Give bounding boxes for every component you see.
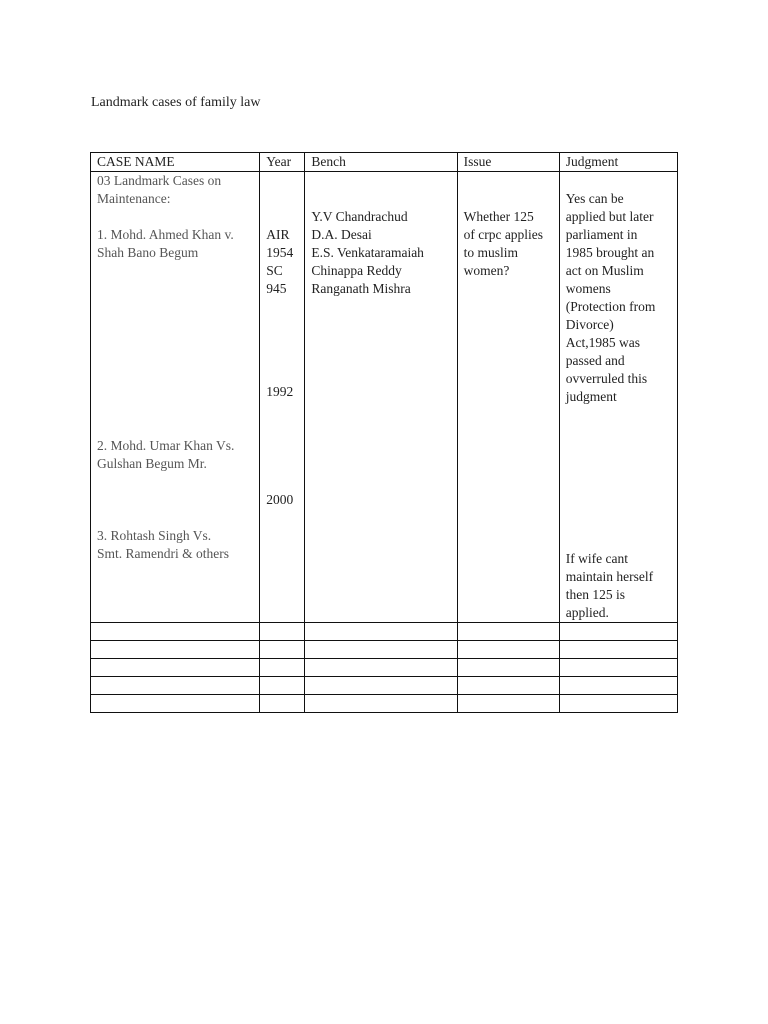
table-header-row (91, 153, 678, 172)
case-3-judgment: If wife cant maintain herself then 125 is applied. (565, 551, 654, 620)
table-row (91, 695, 678, 713)
table-row (91, 172, 678, 623)
bench-judges: Y.V Chandrachud D.A. Desai E.S. Venkataramaiah Chinappa Reddy Ranganath Mishra (311, 209, 424, 296)
case-1-name: 1. Mohd. Ahmed Khan v. Shah Bano Begum (97, 227, 234, 260)
issue-cell (457, 172, 559, 623)
cases-table (90, 152, 678, 713)
case-3-year: 2000 (266, 492, 294, 507)
bench-cell (305, 172, 457, 623)
case-name-cell (91, 172, 260, 623)
table-row (91, 677, 678, 695)
header-year: Year (260, 153, 305, 172)
table-row (91, 623, 678, 641)
header-issue: Issue (457, 153, 559, 172)
table-row (91, 659, 678, 677)
case-3-name: 3. Rohtash Singh Vs. Smt. Ramendri & others (97, 528, 229, 561)
case-2-year: 1992 (266, 384, 294, 399)
header-bench: Bench (305, 153, 457, 172)
case-1-judgment: Yes can be applied but later parliament in 1985 brought an act on Muslim womens (Protection from Divorce) Act,1985 was passed and ovverruled this judgment (565, 191, 656, 404)
year-cell (260, 172, 305, 623)
document-title: Landmark cases of family law (91, 95, 261, 110)
header-judgment: Judgment (559, 153, 677, 172)
header-case-name: CASE NAME (91, 153, 260, 172)
table-row (91, 641, 678, 659)
case-1-year: AIR 1954 SC 945 (266, 227, 294, 296)
issue-text: Whether 125 of crpc applies to muslim women? (463, 209, 544, 278)
judgment-cell (559, 172, 677, 623)
case-2-name: 2. Mohd. Umar Khan Vs. Gulshan Begum Mr. (97, 438, 235, 471)
intro-text: 03 Landmark Cases on Maintenance: (97, 173, 222, 206)
